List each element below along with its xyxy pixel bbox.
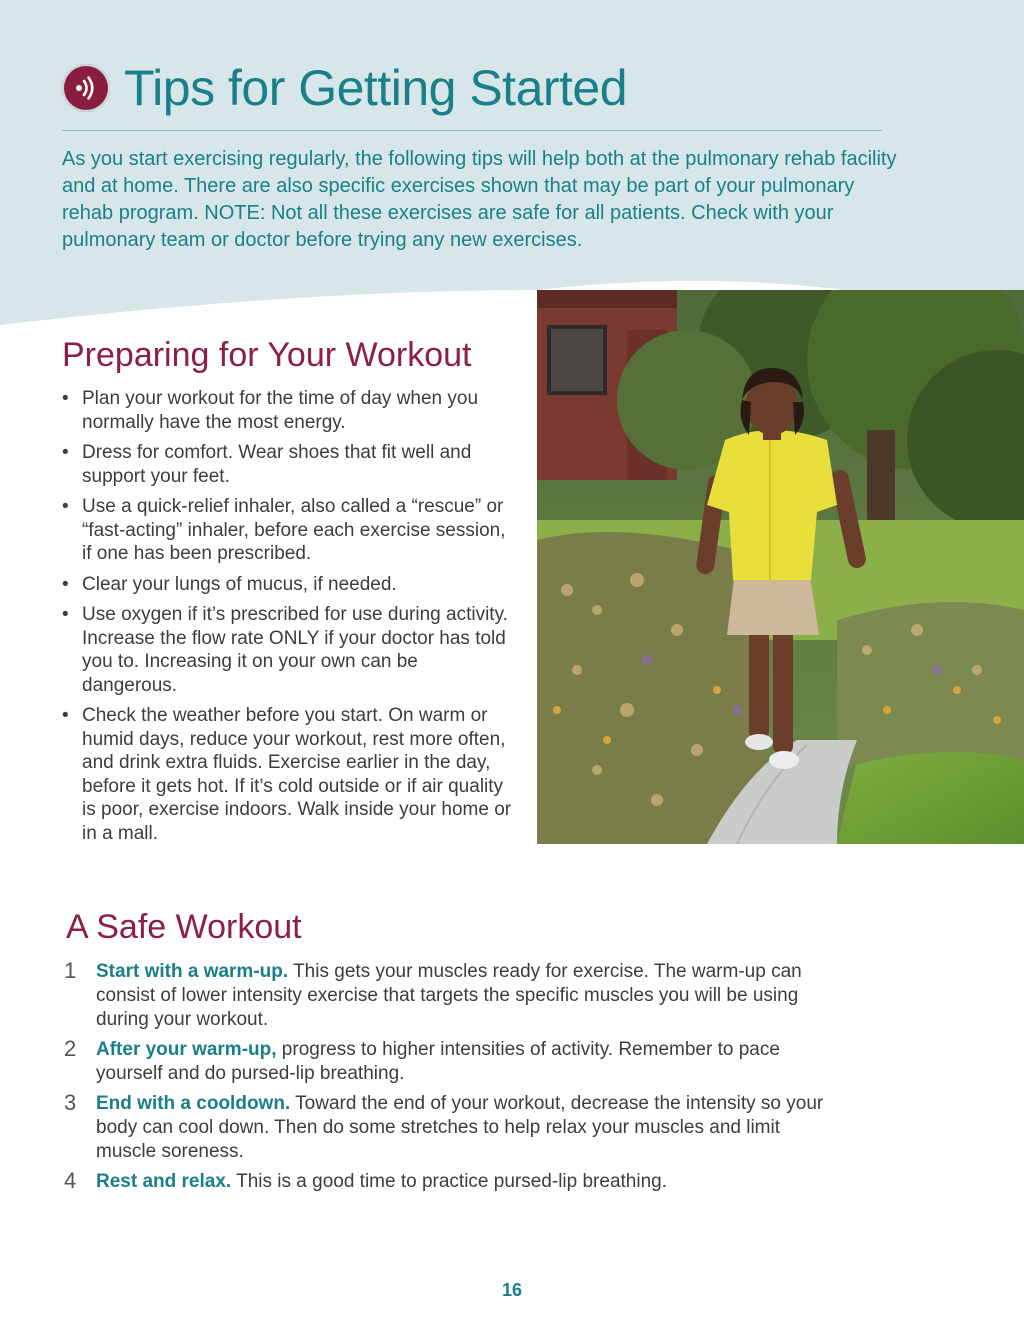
bullet: • bbox=[62, 388, 69, 409]
list-item-text: Dress for comfort. Wear shoes that fit well and support your feet. bbox=[82, 442, 472, 487]
list-item bbox=[62, 573, 512, 597]
bullet: • bbox=[62, 496, 69, 517]
list-item bbox=[62, 603, 512, 697]
list-item bbox=[62, 387, 512, 434]
step-number: 4 bbox=[64, 1168, 77, 1193]
page-title: Tips for Getting Started bbox=[124, 60, 628, 116]
numbered-step bbox=[64, 1170, 824, 1194]
step-number: 1 bbox=[64, 958, 77, 983]
title-divider bbox=[62, 130, 882, 131]
step-text: This gets your muscles ready for exercise. The warm-up can consist of lower intensity exercise that targets the specific muscles you will be using during your workout. bbox=[96, 961, 802, 1030]
woman-walking-photo bbox=[537, 290, 1024, 844]
bullet: • bbox=[62, 573, 69, 595]
safe-workout-section-title: A Safe Workout bbox=[66, 908, 302, 946]
list-item bbox=[62, 495, 512, 566]
list-item bbox=[62, 704, 512, 845]
step-lead: Start with a warm-up. bbox=[96, 961, 289, 982]
step-text: This is a good time to practice pursed-lip breathing. bbox=[231, 1171, 667, 1192]
numbered-step bbox=[64, 1092, 824, 1164]
list-item-text: Plan your workout for the time of day when you normally have the most energy. bbox=[82, 388, 479, 433]
list-item-text: Clear your lungs of mucus, if needed. bbox=[82, 573, 397, 595]
safe-workout-list bbox=[64, 960, 824, 1200]
bullet: • bbox=[62, 705, 69, 726]
numbered-step bbox=[64, 1038, 824, 1086]
list-item-text: Check the weather before you start. On warm or humid days, reduce your workout, rest more often, and drink extra fluids. Exercise earlier in the day, before it gets hot. If it’s cold outside or if air quality is poor, exercise indoors. Walk inside your home or in a mall. bbox=[82, 705, 512, 844]
list-item-text: Use a quick-relief inhaler, also called a “rescue” or “fast-acting” inhaler, before each exercise session, if one has been prescribed. bbox=[82, 496, 506, 564]
list-item-text: Use oxygen if it’s prescribed for use during activity. Increase the flow rate ONLY if your doctor has told you to. Increasing it on your own can be dangerous. bbox=[82, 604, 508, 696]
step-lead: Rest and relax. bbox=[96, 1171, 232, 1192]
step-number: 3 bbox=[64, 1090, 77, 1115]
numbered-step bbox=[64, 960, 824, 1032]
preparing-section-title: Preparing for Your Workout bbox=[62, 336, 472, 374]
step-lead: End with a cooldown. bbox=[96, 1093, 291, 1114]
intro-paragraph: As you start exercising regularly, the following tips will help both at the pulmonary rehab facility and at home. There are also specific exercises shown that may be part of your pulmonary rehab program. NOTE: Not all these exercises are safe for all patients. Check with your pulmonary team or doctor before trying any new exercises. bbox=[62, 148, 897, 251]
title-row bbox=[62, 56, 627, 120]
bullet: • bbox=[62, 604, 69, 625]
sound-waves-icon bbox=[62, 64, 110, 112]
step-text: Toward the end of your workout, decrease the intensity so your body can cool down. Then do some stretches to help relax your muscles and limit muscle soreness. bbox=[96, 1093, 824, 1162]
bullet: • bbox=[62, 442, 69, 463]
preparing-list bbox=[62, 387, 512, 852]
step-text: progress to higher intensities of activity. Remember to pace yourself and do pursed-lip breathing. bbox=[96, 1039, 780, 1084]
step-number: 2 bbox=[64, 1036, 77, 1061]
list-item bbox=[62, 441, 512, 488]
step-lead: After your warm-up, bbox=[96, 1039, 277, 1060]
page-number: 16 bbox=[501, 1280, 523, 1300]
